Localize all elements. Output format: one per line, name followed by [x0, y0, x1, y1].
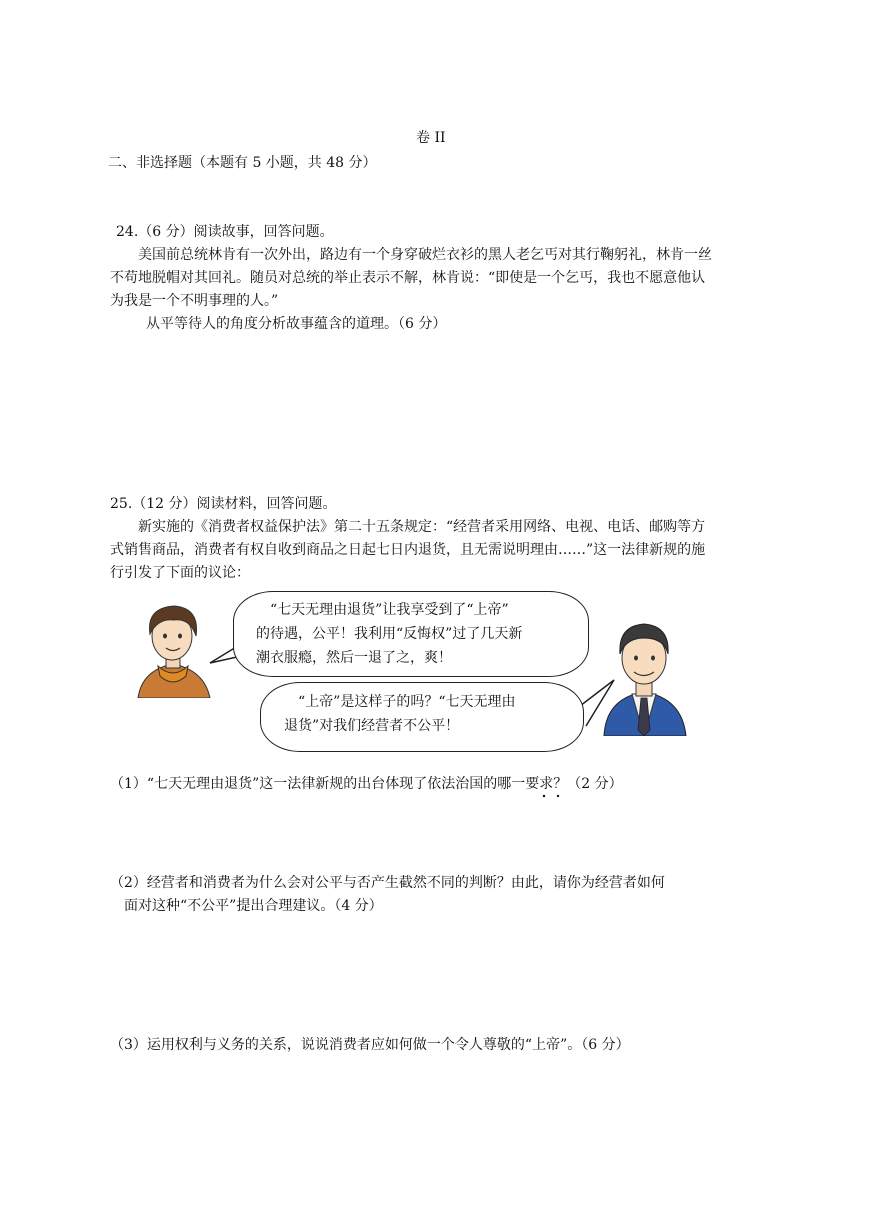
- business-bubble-line-1: “上帝”是这样子的吗？“七天无理由: [298, 694, 516, 710]
- consumer-cartoon-illustration: [128, 600, 218, 698]
- q24-header: 24.（6 分）阅读故事，回答问题。: [116, 224, 334, 240]
- q25-sub3: （3）运用权利与义务的关系，说说消费者应如何做一个令人尊敬的“上帝”。（6 分）: [110, 1037, 630, 1053]
- consumer-bubble-line-1: “七天无理由退货”让我享受到了“上帝”: [270, 602, 509, 618]
- emphasis-dots: [538, 793, 568, 799]
- q25-sub1: （1）“七天无理由退货”这一法律新规的出台体现了依法治国的哪一要求？（2 分）: [110, 776, 623, 792]
- consumer-bubble-line-3: 潮衣服瘾，然后一退了之，爽！: [256, 650, 452, 666]
- consumer-bubble-line-2: 的待遇，公平！我利用“反悔权”过了几天新: [256, 626, 523, 642]
- q25-sub2-line-2: 面对这种“不公平”提出合理建议。（4 分）: [124, 898, 383, 914]
- q25-sub2-line-1: （2）经营者和消费者为什么会对公平与否产生截然不同的判断？由此，请你为经营者如何: [110, 875, 665, 891]
- q25-material-line-1: 新实施的《消费者权益保护法》第二十五条规定：“经营者采用网络、电视、电话、邮购等方: [138, 519, 706, 535]
- businessman-cartoon-illustration: [598, 612, 690, 736]
- q24-story-line-1: 美国前总统林肯有一次外出，路边有一个身穿破烂衣衫的黑人老乞丐对其行鞠躬礼，林肯一丝: [138, 247, 712, 263]
- q25-header: 25.（12 分）阅读材料，回答问题。: [110, 496, 337, 512]
- q25-material-line-2: 式销售商品，消费者有权自收到商品之日起七日内退货，且无需说明理由……”这一法律新规的施: [110, 542, 706, 558]
- q24-story-line-2: 不苟地脱帽对其回礼。随员对总统的举止表示不解，林肯说：“即使是一个乞丐，我也不愿意他认: [110, 270, 706, 286]
- q25-material-line-3: 行引发了下面的议论：: [110, 565, 250, 581]
- section-title: 卷 II: [416, 130, 446, 146]
- q24-task: 从平等待人的角度分析故事蕴含的道理。（6 分）: [146, 316, 447, 332]
- business-bubble-line-2: 退货”对我们经营者不公平！: [284, 718, 460, 734]
- q24-story-line-3: 为我是一个不明事理的人。”: [110, 293, 279, 309]
- section-heading: 二、非选择题（本题有 5 小题，共 48 分）: [108, 155, 377, 171]
